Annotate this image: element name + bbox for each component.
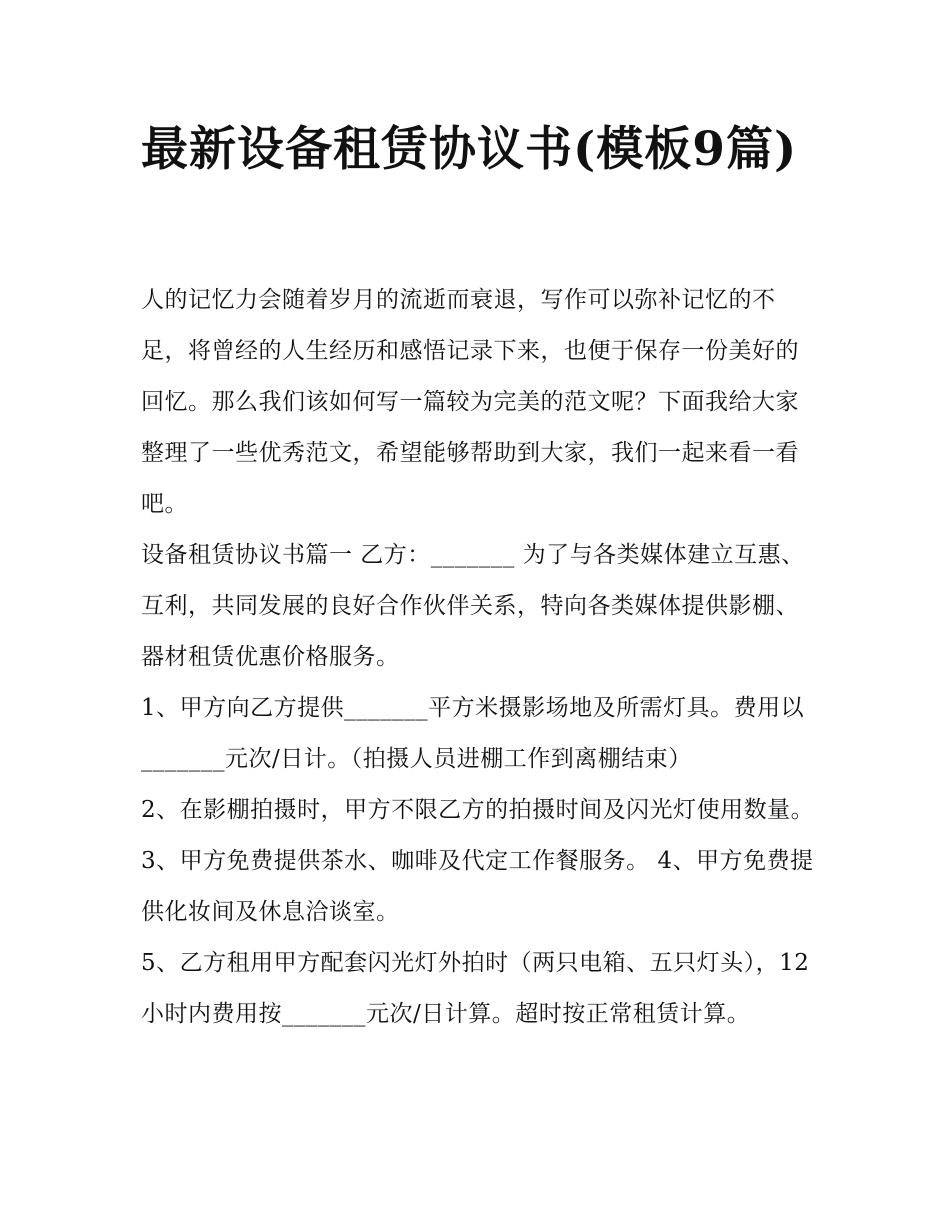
clause-2-4-paragraph: 2、在影棚拍摄时，甲方不限乙方的拍摄时间及闪光灯使用数量。 3、甲方免费提供茶水、咖啡及代定工作餐服务。 4、甲方免费提供化妆间及休息洽谈室。 bbox=[141, 797, 815, 925]
clause-5-paragraph: 5、乙方租用甲方配套闪光灯外拍时（两只电箱、五只灯头），12小时内费用按_______元次/日计算。超时按正常租赁计算。 bbox=[141, 950, 810, 1027]
agreement-intro-paragraph: 设备租赁协议书篇一 乙方：_______ 为了与各类媒体建立互惠、互利，共同发展的良好合作伙伴关系，特向各类媒体提供影棚、器材租赁优惠价格服务。 bbox=[141, 542, 805, 670]
document-body bbox=[141, 275, 816, 1040]
intro-paragraph: 人的记忆力会随着岁月的流逝而衰退，写作可以弥补记忆的不足，将曾经的人生经历和感悟记录下来，也便于保存一份美好的回忆。那么我们该如何写一篇较为完美的范文呢？下面我给大家整理了一些优秀范文，希望能够帮助到大家，我们一起来看一看吧。 bbox=[141, 287, 799, 517]
clause-1-paragraph: 1、甲方向乙方提供_______平方米摄影场地及所需灯具。费用以_______元次/日计。（拍摄人员进棚工作到离棚结束） bbox=[141, 695, 805, 772]
document-title: 最新设备租赁协议书(模板9篇) bbox=[141, 122, 798, 177]
